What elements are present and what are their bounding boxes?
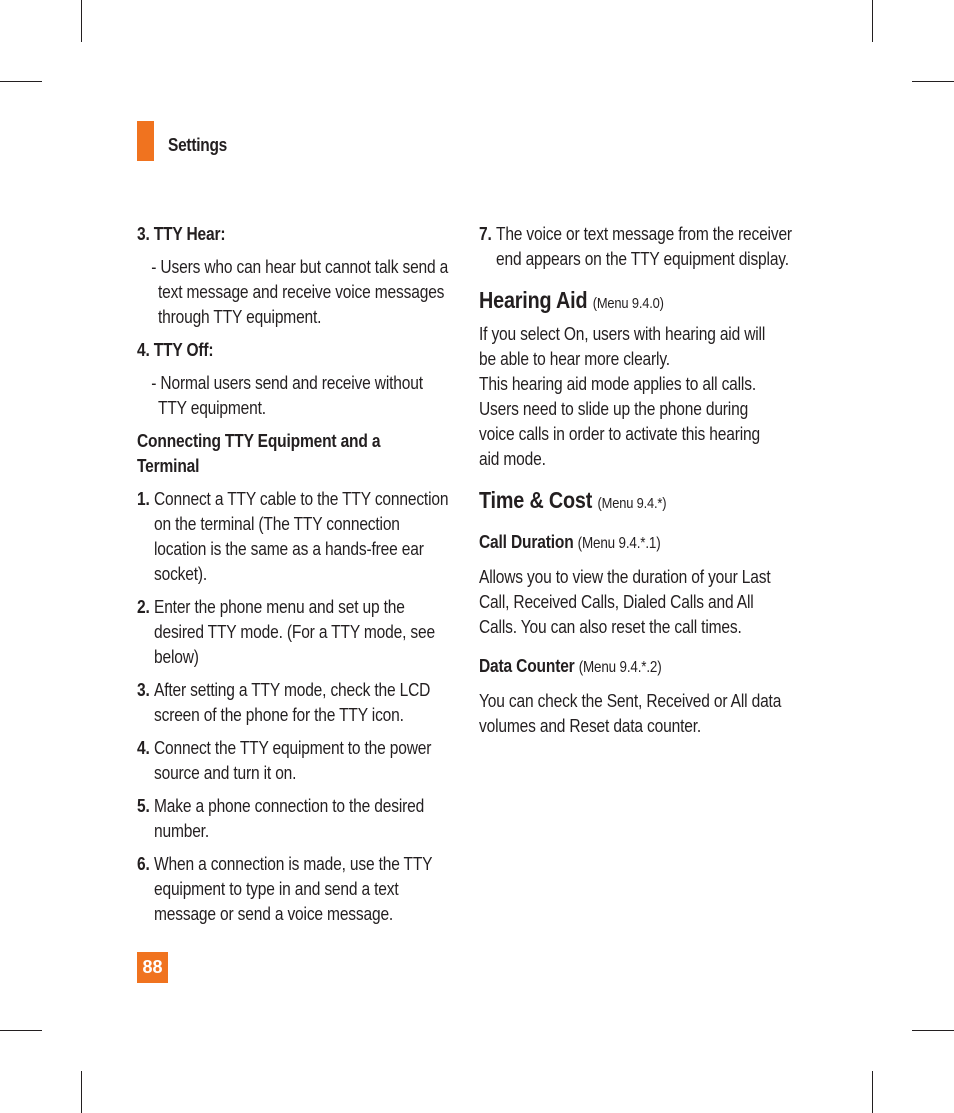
- crop-mark: [81, 0, 82, 42]
- list-item-number: 2.: [137, 596, 150, 617]
- list-item-number: 4.: [137, 737, 150, 758]
- hearing-aid-line: If you select On, users with hearing aid will: [479, 323, 766, 344]
- time-cost-heading: [479, 485, 767, 519]
- tty-off-heading: 4. TTY Off:: [137, 339, 214, 360]
- list-item-number: 5.: [137, 795, 150, 816]
- time-cost-menu-ref: (Menu 9.4.*): [597, 495, 667, 512]
- tty-hear-line: text message and receive voice messages: [158, 281, 445, 302]
- connecting-section: [137, 428, 472, 926]
- crop-mark: [0, 81, 42, 82]
- list-item-number: 7.: [479, 223, 492, 244]
- crop-mark: [912, 81, 954, 82]
- connecting-heading: Terminal: [137, 455, 200, 476]
- tty-hear-heading: 3. TTY Hear:: [137, 223, 226, 244]
- call-duration-line: Call, Received Calls, Dialed Calls and All: [479, 591, 754, 612]
- data-counter-line: volumes and Reset data counter.: [479, 715, 701, 736]
- crop-mark: [0, 1030, 42, 1031]
- connecting-heading: Connecting TTY Equipment and a: [137, 430, 381, 451]
- hearing-aid-line: voice calls in order to activate this hearing: [479, 423, 760, 444]
- data-counter-line: You can check the Sent, Received or All data: [479, 690, 782, 711]
- header-accent-bar: [137, 121, 154, 161]
- data-counter-heading: [479, 653, 760, 680]
- list-item-number: 3.: [137, 679, 150, 700]
- list-item-line: socket).: [154, 563, 208, 584]
- tty-off-line: - Normal users send and receive without: [151, 372, 423, 393]
- hearing-aid-line: This hearing aid mode applies to all calls.: [479, 373, 756, 394]
- hearing-aid-menu-ref: (Menu 9.4.0): [592, 295, 664, 312]
- data-counter-title: Data Counter: [479, 655, 575, 676]
- hearing-aid-line: aid mode.: [479, 448, 546, 469]
- left-column: [137, 221, 472, 926]
- crop-mark: [872, 1071, 873, 1113]
- list-item: [479, 221, 814, 271]
- list-item-line: Make a phone connection to the desired: [154, 795, 425, 816]
- list-item-line: source and turn it on.: [154, 762, 297, 783]
- list-item-line: The voice or text message from the receiver: [496, 223, 792, 244]
- list-item: [137, 735, 472, 785]
- call-duration-menu-ref: (Menu 9.4.*.1): [577, 535, 661, 552]
- list-item: [137, 677, 472, 727]
- list-item-line: After setting a TTY mode, check the LCD: [154, 679, 431, 700]
- list-item: [137, 851, 472, 926]
- time-cost-title: Time & Cost: [479, 487, 593, 513]
- list-item-line: Connect the TTY equipment to the power: [154, 737, 432, 758]
- list-item-line: end appears on the TTY equipment display.: [496, 248, 789, 269]
- crop-mark: [81, 1071, 82, 1113]
- data-counter-menu-ref: (Menu 9.4.*.2): [578, 659, 662, 676]
- list-item-line: Enter the phone menu and set up the: [154, 596, 405, 617]
- call-duration-heading: [479, 529, 760, 556]
- page-title: Settings: [168, 135, 228, 155]
- list-item: [137, 793, 472, 843]
- tty-off-section: [137, 337, 472, 420]
- crop-mark: [872, 0, 873, 42]
- tty-hear-line: - Users who can hear but cannot talk send a: [151, 256, 449, 277]
- list-item-line: desired TTY mode. (For a TTY mode, see: [154, 621, 435, 642]
- list-item-line: Connect a TTY cable to the TTY connection: [154, 488, 449, 509]
- hearing-aid-heading: [479, 285, 767, 319]
- list-item-line: number.: [154, 820, 209, 841]
- hearing-aid-line: be able to hear more clearly.: [479, 348, 670, 369]
- list-item-number: 6.: [137, 853, 150, 874]
- list-item-number: 1.: [137, 488, 150, 509]
- right-column: [479, 221, 814, 738]
- page-number: 88: [137, 952, 168, 983]
- call-duration-line: Allows you to view the duration of your Last: [479, 566, 771, 587]
- tty-off-line: TTY equipment.: [158, 397, 266, 418]
- list-item-line: equipment to type in and send a text: [154, 878, 399, 899]
- call-duration-title: Call Duration: [479, 531, 574, 552]
- crop-mark: [912, 1030, 954, 1031]
- list-item-line: screen of the phone for the TTY icon.: [154, 704, 404, 725]
- list-item-line: When a connection is made, use the TTY: [154, 853, 433, 874]
- list-item-line: on the terminal (The TTY connection: [154, 513, 400, 534]
- tty-hear-line: through TTY equipment.: [158, 306, 322, 327]
- list-item: [137, 486, 472, 586]
- list-item-line: location is the same as a hands-free ear: [154, 538, 424, 559]
- list-item-line: below): [154, 646, 199, 667]
- list-item-line: message or send a voice message.: [154, 903, 394, 924]
- tty-hear-section: [137, 221, 472, 329]
- hearing-aid-title: Hearing Aid: [479, 287, 588, 313]
- hearing-aid-line: Users need to slide up the phone during: [479, 398, 749, 419]
- list-item: [137, 594, 472, 669]
- call-duration-line: Calls. You can also reset the call times.: [479, 616, 742, 637]
